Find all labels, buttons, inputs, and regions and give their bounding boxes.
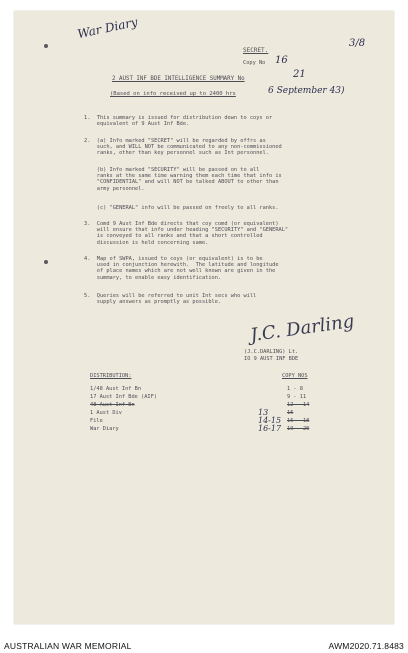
copy-no-value: 16	[275, 55, 288, 66]
distribution-recipient: 48 Aust Inf Bn	[90, 402, 135, 408]
distribution-copy-no: 15	[287, 410, 294, 416]
summary-title: 2 AUST INF BDE INTELLIGENCE SUMMARY No	[112, 76, 245, 82]
page-number-note: 3/8	[349, 38, 366, 49]
distribution-copy-no: 1 - 8	[287, 386, 303, 392]
distribution-copy-no: 9 - 11	[287, 394, 307, 400]
paragraph-2c: (c) "GENERAL" info will be passed on freely to all ranks.	[84, 205, 279, 211]
classification: SECRET.	[243, 47, 269, 54]
signature: J.C. Darling	[249, 310, 356, 347]
copy-no-label: Copy No	[243, 60, 266, 66]
paragraph-4: 4. Map of SWPA, issued to coys (or equivalent) is to be used in conjunction herewith. The latitude and longitude of place names which are not well known are given in the summary, to enable easy identification.	[84, 256, 279, 281]
copy-nos-heading: COPY NOS	[282, 373, 308, 379]
signature-role: IO 9 AUST INF BDE	[244, 356, 299, 362]
distribution-recipient: 17 Aust Inf Bde (AIF)	[90, 394, 157, 400]
handwritten-copy-no: 14-15	[258, 416, 282, 425]
punch-hole	[44, 44, 48, 48]
handwritten-copy-no: 16-17	[258, 424, 282, 433]
footer-institution: AUSTRALIAN WAR MEMORIAL	[4, 641, 132, 651]
distribution-copy-no: 16 - 18	[287, 418, 310, 424]
paragraph-2b: (b) Info marked "SECURITY" will be passed on to all ranks at the same time warning them each time that info is "CONFIDENTIAL" and will NOT be talked ABOUT to other than army personnel.	[96, 167, 282, 192]
punch-hole	[44, 260, 48, 264]
footer-bar	[0, 638, 408, 653]
war-diary-note: War Diary	[76, 14, 139, 42]
summary-number: 21	[293, 69, 306, 80]
based-on-text: (Based on info received up to 2400 hrs	[110, 91, 236, 97]
paragraph-3: 3. Comd 9 Aust Inf Bde directs that coy comd (or equivalent) will ensure that info under heading "SECURITY" and "GENERAL" is conveyed to all ranks and that a short controlled discussion is held concerning same.	[84, 221, 289, 246]
based-on-date: 6 September 43)	[268, 86, 345, 96]
distribution-recipient: 1 Aust Div	[90, 410, 122, 416]
distribution-copy-no: 12 - 14	[287, 402, 310, 408]
paragraph-1: 1. This summary is issued for distribution down to coys or equivalent of 9 Aust Inf Bde.	[84, 115, 273, 128]
paragraph-5: 5. Queries will be referred to unit Int secs who will supply answers as promptly as possible.	[84, 293, 257, 306]
handwritten-copy-no: 13	[258, 408, 269, 417]
paragraph-2a: 2. (a) Info marked "SECRET" will be regarded by offrs as such, and WILL NOT be communicated to any non-commissioned ranks, other than key personnel such as Int personnel.	[84, 138, 282, 157]
distribution-recipient: 1/48 Aust Inf Bn	[90, 386, 142, 392]
signature-name: (J.C.DARLING) Lt.	[244, 349, 299, 355]
distribution-recipient: War Diary	[90, 426, 119, 432]
footer-accession: AWM2020.71.8483	[328, 641, 404, 651]
distribution-recipient: File	[90, 418, 103, 424]
distribution-heading: DISTRIBUTION:	[90, 373, 132, 379]
distribution-copy-no: 19 - 20	[287, 426, 310, 432]
